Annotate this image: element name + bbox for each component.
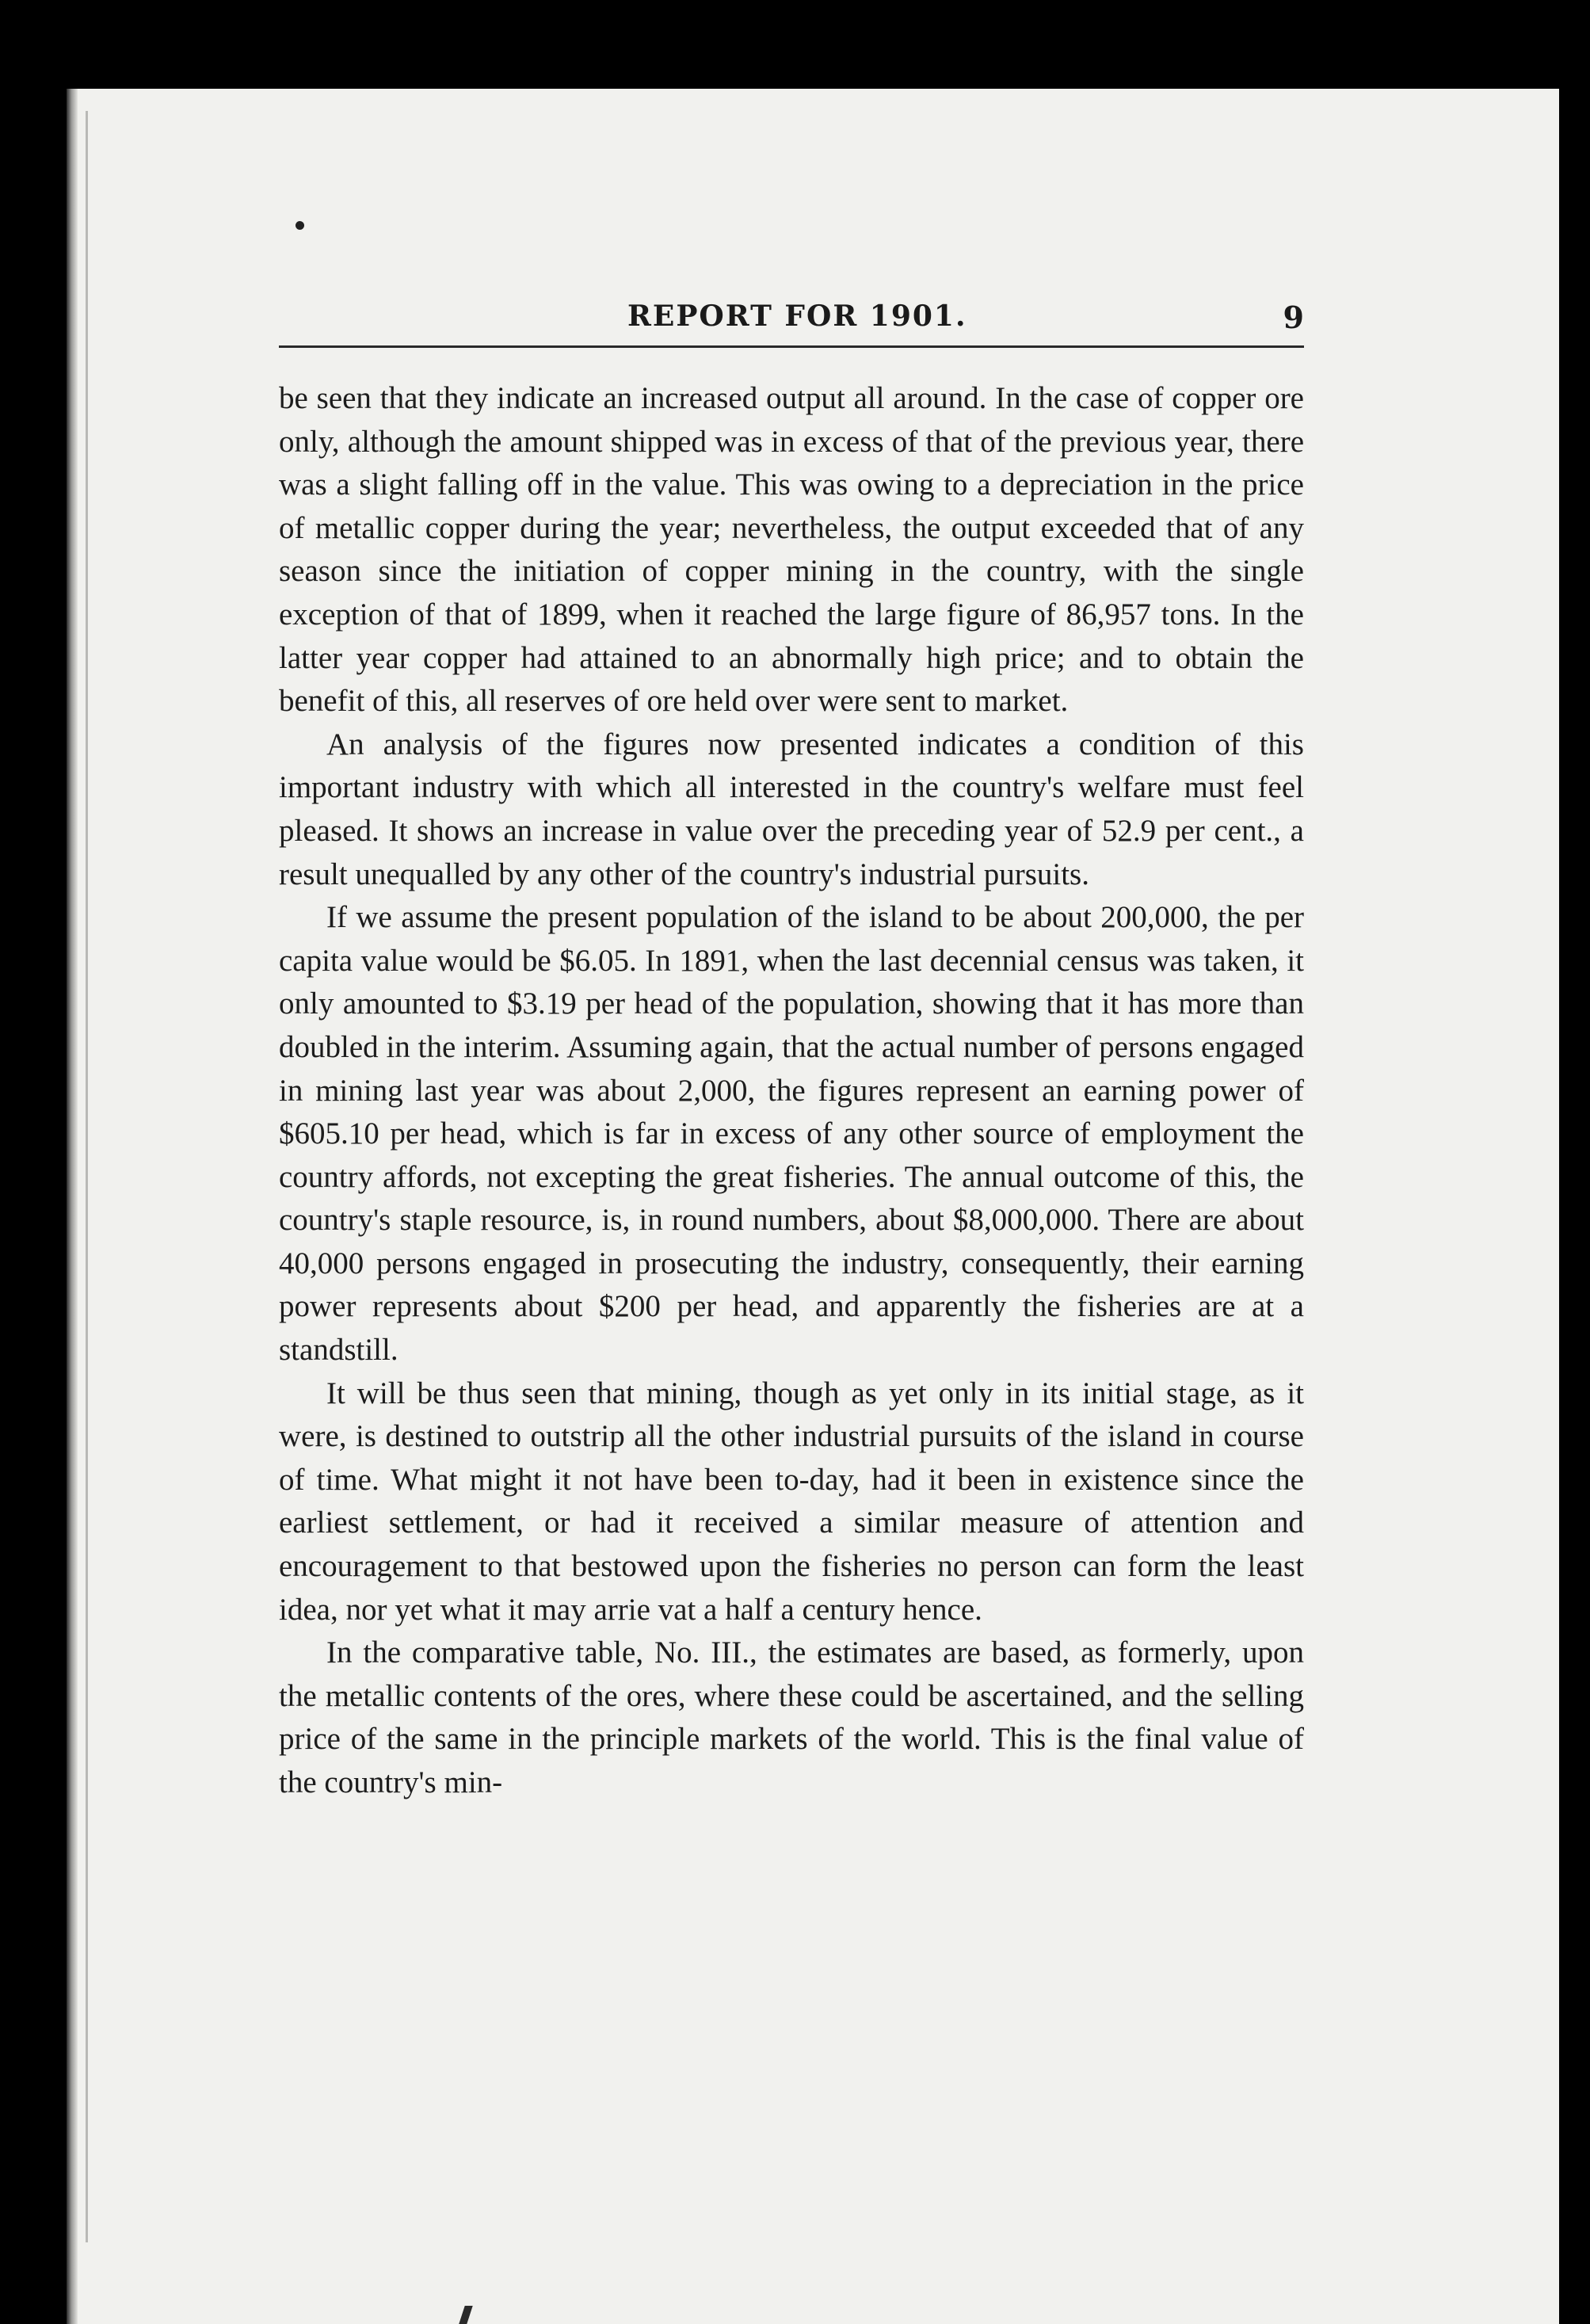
paragraph: It will be thus seen that mining, though as yet only in its initial stage, as it were, is destined to outstrip all the other industrial pursuits of the island in course of time. What might it not have been to-day, had it been in existence since the earliest settlement, or had it received a similar measure of attention and encouragement to that bestowed upon the fisheries no person can form the least idea, nor yet what it may arrie vat a half a century hence. [279,1376,1304,1627]
paragraph: If we assume the present population of the island to be about 200,000, the per capita value would be $6.05. In 1891, when the last decennial census was taken, it only amounted to $3.19 per head of the population, showing that it has more than doubled in the interim. Assuming again, that the actual number of persons engaged in mining last year was about 2,000, the figures represent an earning power of $605.10 per head, which is far in excess of any other source of employment the country affords, not excepting the great fisheries. The annual outcome of this, the country's staple resource, is, in round numbers, about $8,000,000. There are about 40,000 persons engaged in prosecuting the industry, consequently, their earning power represents about $200 per head, and apparently the fisheries are at a standstill. [279,900,1304,1368]
page-fold-line [86,111,88,2242]
paragraph: An analysis of the figures now presented indicates a condition of this important industry with which all interested in the country's welfare must feel pleased. It shows an increase in value over the preceding year of 52.9 per cent., a result unequalled by any other of the country's industrial pursuits. [279,727,1304,891]
paragraph: be seen that they indicate an increased output all around. In the case of copper ore only, although the amount shipped was in excess of that of the previous year, there was a slight falling off in the value. This was owing to a depreciation in the price of metallic copper during the year; nevertheless, the output exceeded that of any season since the initiation of copper mining in the country, with the single exception of that of 1899, when it reached the large figure of 86,957 tons. In the latter year copper had attained to an abnormally high price; and to obtain the benefit of this, all reserves of ore held over were sent to market. [279,381,1304,719]
header-rule [279,345,1304,348]
running-header-title: REPORT FOR 1901. [627,300,967,333]
ink-dot [296,221,304,230]
body-text [279,377,1304,1805]
paragraph: In the comparative table, No. III., the estimates are based, as formerly, upon the metallic contents of the ores, where these could be ascertained, and the selling price of the same in the principle markets of the world. This is the final value of the country's min- [279,1635,1304,1799]
page-number: 9 [1283,300,1304,335]
page-binding-edge [67,89,78,2324]
running-header [279,300,1304,347]
